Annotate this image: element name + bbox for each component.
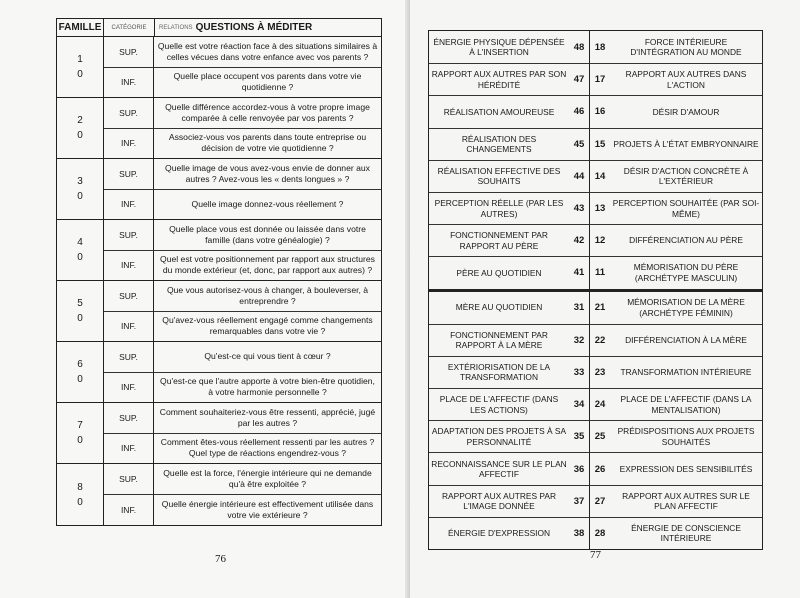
family-questions xyxy=(104,464,381,525)
question-row xyxy=(104,311,381,342)
table-row xyxy=(429,31,762,63)
cell-right-number: 11 xyxy=(594,267,606,279)
family-questions xyxy=(104,37,381,97)
family-number xyxy=(57,37,104,97)
question-type: SUP. xyxy=(104,342,154,372)
cell-right-number: 25 xyxy=(594,431,606,443)
family-number-digit: 7 xyxy=(77,420,83,431)
question-row xyxy=(104,403,381,433)
header-faded-label: RELATIONS xyxy=(159,24,193,31)
question-type: INF. xyxy=(104,251,154,281)
family-group xyxy=(57,342,381,403)
table-row xyxy=(429,160,762,192)
cell-right-label: PLACE DE L'AFFECTIF (DANS LA MENTALISATION) xyxy=(620,394,752,415)
question-text: Quelle énergie intérieure est effectivement utilisée dans votre vie extérieure ? xyxy=(161,499,374,520)
question-row xyxy=(104,220,381,250)
table-header xyxy=(57,19,381,37)
question-text: Quelle différence accordez-vous à votre propre image comparée à celle renvoyée par vos parents ? xyxy=(165,101,370,123)
cell-right-label: DIFFÉRENCIATION À LA MÈRE xyxy=(625,335,747,346)
cell-right-number: 18 xyxy=(594,41,606,53)
question-text: Qu'est-ce qui vous tient à cœur ? xyxy=(204,351,331,362)
cell-left-number: 31 xyxy=(569,292,590,324)
cell-right-number: 22 xyxy=(594,334,606,346)
family-number-digit: 0 xyxy=(77,374,83,385)
family-questions xyxy=(104,403,381,463)
cell-left-label: RAPPORT AUX AUTRES PAR SON HÉRÉDITÉ xyxy=(431,69,567,90)
cell-right-number: 28 xyxy=(594,527,606,539)
cell-right-number: 27 xyxy=(594,495,606,507)
question-row xyxy=(104,98,381,128)
table-row xyxy=(429,517,762,549)
cell-right-number: 12 xyxy=(594,235,606,247)
cell-right-label: EXPRESSION DES SENSIBILITÉS xyxy=(619,463,753,474)
cell-right-label: MÉMORISATION DE LA MÈRE (ARCHÉTYPE FÉMININ) xyxy=(627,297,745,318)
question-type: SUP. xyxy=(104,220,154,250)
cell-left-number: 48 xyxy=(569,31,590,63)
family-number xyxy=(57,159,104,219)
table-block xyxy=(429,289,762,550)
cell-right-label: ÉNERGIE DE CONSCIENCE INTÉRIEURE xyxy=(631,522,741,544)
family-number-digit: 0 xyxy=(77,313,83,324)
cell-right-label: DIFFÉRENCIATION AU PÈRE xyxy=(629,235,743,246)
question-row xyxy=(104,464,381,494)
family-number-digit: 1 xyxy=(77,54,83,65)
question-type: INF. xyxy=(104,434,154,464)
family-number-digit: 8 xyxy=(77,481,83,493)
question-type: SUP. xyxy=(104,98,154,128)
cell-left-label: MÈRE AU QUOTIDIEN xyxy=(455,302,543,313)
question-text: Associez-vous vos parents dans toute entreprise ou décision de votre vie quotidienne ? xyxy=(168,132,367,154)
question-type: SUP. xyxy=(104,464,154,494)
cell-right-number: 16 xyxy=(594,106,606,118)
cell-right-number: 24 xyxy=(594,399,606,411)
table-row xyxy=(429,192,762,224)
cell-right-number: 15 xyxy=(594,138,606,150)
question-text: Quelle est la force, l'énergie intérieure qui ne demande qu'à être exploitée ? xyxy=(163,468,372,489)
family-number-digit: 0 xyxy=(77,435,83,446)
page-number-right: 77 xyxy=(590,549,601,561)
cell-right-label: MÉMORISATION DU PÈRE (ARCHÉTYPE MASCULIN) xyxy=(633,262,739,283)
right-page xyxy=(410,0,800,598)
table-row xyxy=(429,224,762,256)
question-text: Quelle place vous est donnée ou laissée dans votre famille (dans votre généalogie) ? xyxy=(169,223,366,245)
family-number xyxy=(57,220,104,280)
cell-left-number: 43 xyxy=(569,193,590,224)
cell-left-label: RÉALISATION DES CHANGEMENTS xyxy=(461,133,537,155)
question-text: Que vous autorisez-vous à changer, à bouleverser, à entreprendre ? xyxy=(166,284,369,306)
cell-left-label: ÉNERGIE D'EXPRESSION xyxy=(447,528,551,539)
cell-right-number: 23 xyxy=(594,366,606,378)
cell-left-number: 47 xyxy=(569,64,590,95)
header-type: CATÉGORIE xyxy=(104,19,155,36)
cell-left-label: ÉNERGIE PHYSIQUE DÉPENSÉE À L'INSERTION xyxy=(433,36,565,58)
cell-left-number: 45 xyxy=(569,129,590,160)
question-type: INF. xyxy=(104,190,154,220)
question-row xyxy=(104,433,381,464)
family-number-digit: 5 xyxy=(77,298,83,309)
question-row xyxy=(104,67,381,98)
family-group xyxy=(57,98,381,159)
table-row xyxy=(429,324,762,356)
question-text: Quelle image de vous avez-vous envie de donner aux autres ? Avez-vous les « dents longues » ? xyxy=(165,162,370,184)
table-row xyxy=(429,388,762,420)
header-questions-label: QUESTIONS À MÉDITER xyxy=(195,22,313,33)
cell-left-number: 46 xyxy=(569,96,590,127)
table-row xyxy=(429,63,762,95)
cell-left-number: 34 xyxy=(569,389,590,420)
cell-left-number: 37 xyxy=(569,486,590,517)
cell-right-number: 13 xyxy=(594,203,606,215)
question-row xyxy=(104,189,381,220)
question-text: Qu'est-ce que l'autre apporte à votre bien-être quotidien, à votre harmonie personnelle ? xyxy=(160,376,375,398)
cell-left-label: RECONNAISSANCE SUR LE PLAN AFFECTIF xyxy=(431,458,567,480)
family-questions xyxy=(104,159,381,219)
cell-left-label: EXTÉRIORISATION DE LA TRANSFORMATION xyxy=(447,361,551,383)
header-questions xyxy=(155,19,381,36)
question-text: Comment êtes-vous réellement ressenti par les autres ? Quel type de réactions engendrez-vous ? xyxy=(160,437,375,459)
cell-right-label: DÉSIR D'AMOUR xyxy=(652,106,720,117)
question-type: SUP. xyxy=(104,159,154,189)
family-number-digit: 0 xyxy=(77,496,83,508)
cell-left-number: 38 xyxy=(569,518,590,549)
family-questions xyxy=(104,220,381,280)
family-number-digit: 0 xyxy=(77,69,83,80)
question-row xyxy=(104,128,381,159)
cell-left-label: RÉALISATION AMOUREUSE xyxy=(443,106,555,117)
table-row xyxy=(429,256,762,288)
question-type: SUP. xyxy=(104,281,154,311)
question-row xyxy=(104,372,381,403)
table-row xyxy=(429,128,762,160)
table-row xyxy=(429,292,762,324)
correspondence-table xyxy=(428,30,763,550)
cell-right-label: FORCE INTÉRIEURE D'INTÉGRATION AU MONDE xyxy=(630,36,742,58)
question-row xyxy=(104,281,381,311)
cell-left-label: PÈRE AU QUOTIDIEN xyxy=(456,267,542,278)
table-row xyxy=(429,95,762,127)
family-group xyxy=(57,37,381,98)
family-number xyxy=(57,342,104,402)
family-number-digit: 3 xyxy=(77,176,83,187)
question-type: INF. xyxy=(104,129,154,159)
cell-left-number: 32 xyxy=(569,325,590,356)
question-text: Quelle place occupent vos parents dans votre vie quotidienne ? xyxy=(173,71,362,93)
families-body xyxy=(57,37,381,525)
question-row xyxy=(104,342,381,372)
cell-left-label: RÉALISATION EFFECTIVE DES SOUHAITS xyxy=(437,165,561,187)
table-row xyxy=(429,452,762,484)
family-group xyxy=(57,464,381,525)
cell-left-label: RAPPORT AUX AUTRES PAR L'IMAGE DONNÉE xyxy=(441,490,557,512)
family-number-digit: 4 xyxy=(77,237,83,248)
cell-left-number: 33 xyxy=(569,357,590,388)
family-group xyxy=(57,403,381,464)
family-number-digit: 0 xyxy=(77,252,83,263)
family-number-digit: 0 xyxy=(77,191,83,202)
cell-right-number: 14 xyxy=(594,170,606,182)
family-number-digit: 0 xyxy=(77,130,83,141)
question-text: Quelle est votre réaction face à des situations similaires à celles vécues dans votre enfance avec vos parents ? xyxy=(157,40,378,62)
family-questions xyxy=(104,281,381,341)
cell-right-label: PRÉDISPOSITIONS AUX PROJETS SOUHAITÉS xyxy=(617,426,755,447)
cell-left-number: 42 xyxy=(569,225,590,256)
questions-table xyxy=(56,18,382,526)
question-type: INF. xyxy=(104,373,154,403)
cell-left-label: FONCTIONNEMENT PAR RAPPORT À LA MÈRE xyxy=(450,329,548,351)
family-number xyxy=(57,281,104,341)
question-row xyxy=(104,250,381,281)
question-row xyxy=(104,159,381,189)
cell-left-label: PERCEPTION RÉELLE (PAR LES AUTRES) xyxy=(434,198,564,219)
cell-right-label: DÉSIR D'ACTION CONCRÈTE À L'EXTÉRIEUR xyxy=(623,165,749,187)
family-questions xyxy=(104,98,381,158)
question-type: INF. xyxy=(104,495,154,525)
question-text: Quelle image donnez-vous réellement ? xyxy=(191,198,344,209)
cell-left-label: ADAPTATION DES PROJETS À SA PERSONNALITÉ xyxy=(431,426,567,447)
question-type: SUP. xyxy=(104,37,154,67)
cell-left-number: 36 xyxy=(569,453,590,484)
table-row xyxy=(429,420,762,452)
question-type: SUP. xyxy=(104,403,154,433)
cell-left-number: 44 xyxy=(569,161,590,192)
cell-right-number: 21 xyxy=(594,302,606,314)
family-group xyxy=(57,159,381,220)
cell-left-label: FONCTIONNEMENT PAR RAPPORT AU PÈRE xyxy=(450,230,548,251)
question-type: INF. xyxy=(104,312,154,342)
cell-right-label: PROJETS À L'ÉTAT EMBRYONNAIRE xyxy=(613,138,759,149)
cell-right-number: 26 xyxy=(594,463,606,475)
table-row xyxy=(429,485,762,517)
cell-right-label: RAPPORT AUX AUTRES SUR LE PLAN AFFECTIF xyxy=(622,490,750,512)
cell-right-number: 17 xyxy=(594,74,606,86)
family-questions xyxy=(104,342,381,402)
cell-right-label: RAPPORT AUX AUTRES DANS L'ACTION xyxy=(625,69,747,90)
question-text: Quel est votre positionnement par rapport aux structures du monde extérieur (et, donc, par rapport aux autres) ? xyxy=(160,254,375,276)
family-number xyxy=(57,403,104,463)
cell-right-label: TRANSFORMATION INTÉRIEURE xyxy=(620,367,752,378)
question-row xyxy=(104,494,381,525)
family-group xyxy=(57,281,381,342)
family-number-digit: 6 xyxy=(77,359,83,370)
cell-left-label: PLACE DE L'AFFECTIF (DANS LES ACTIONS) xyxy=(439,394,559,415)
table-row xyxy=(429,356,762,388)
family-number xyxy=(57,98,104,158)
table-block xyxy=(429,31,762,289)
family-number xyxy=(57,464,104,525)
question-text: Comment souhaiteriez-vous être ressenti, apprécié, jugé par les autres ? xyxy=(159,406,376,428)
family-number-digit: 2 xyxy=(77,115,83,126)
question-row xyxy=(104,37,381,67)
cell-left-number: 41 xyxy=(569,257,590,288)
page-number-left: 76 xyxy=(215,553,226,565)
header-famille: FAMILLE xyxy=(57,19,104,36)
cell-left-number: 35 xyxy=(569,421,590,452)
question-type: INF. xyxy=(104,68,154,98)
cell-right-label: PERCEPTION SOUHAITÉE (PAR SOI-MÊME) xyxy=(612,198,760,219)
question-text: Qu'avez-vous réellement engagé comme changements remarquables dans votre vie ? xyxy=(162,315,373,337)
family-group xyxy=(57,220,381,281)
